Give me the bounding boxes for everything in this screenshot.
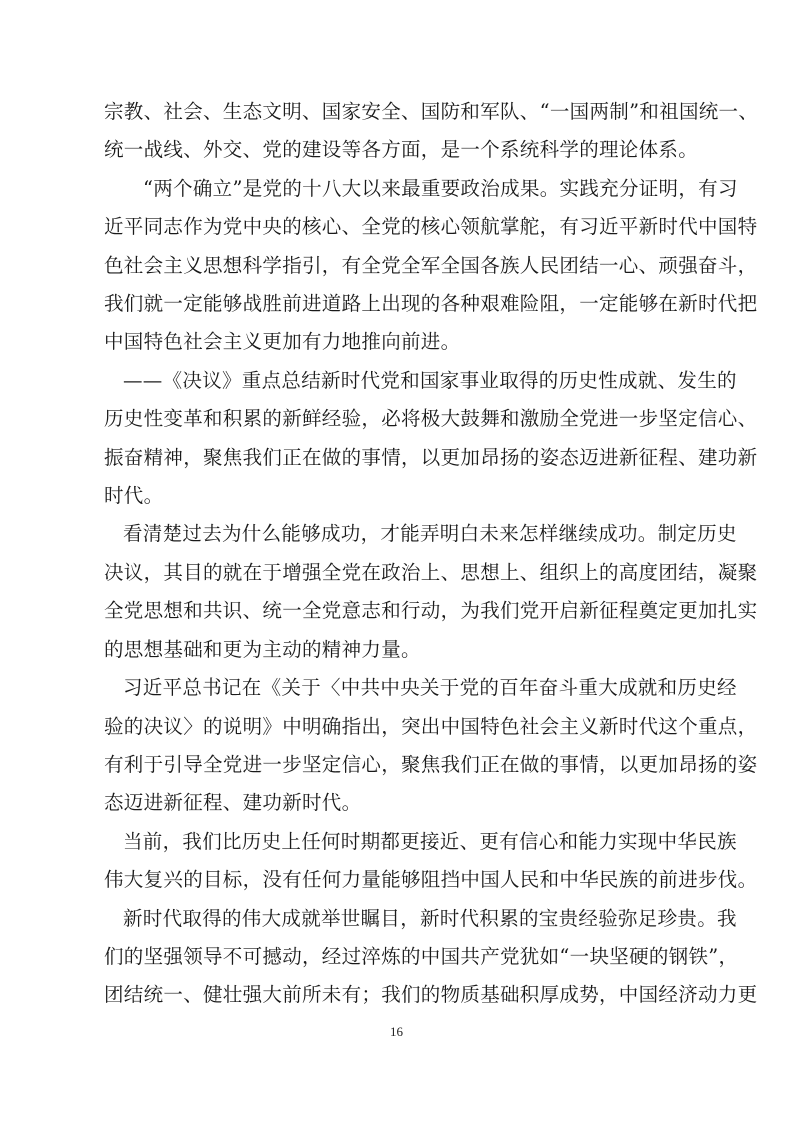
text-line: ——《决议》重点总结新时代党和国家事业取得的历史性成就、发生的 <box>123 368 737 392</box>
text-line: 宗教、社会、生态文明、国家安全、国防和军队、“一国两制”和祖国统一、 <box>104 100 759 123</box>
text-line: 全党思想和共识、统一全党意志和行动，为我们党开启新征程奠定更加扎实 <box>104 599 758 623</box>
paragraph-2 <box>104 170 758 362</box>
paragraph-4 <box>104 515 758 669</box>
text-line: 我们就一定能够战胜前进道路上出现的各种艰难险阻，一定能够在新时代把 <box>104 292 758 316</box>
text-line: 近平同志作为党中央的核心、全党的核心领航掌舵，有习近平新时代中国特 <box>104 215 758 239</box>
text-line: 伟大复兴的目标，没有任何力量能够阻挡中国人民和中华民族的前进步伐。 <box>104 868 758 892</box>
text-line: 看清楚过去为什么能够成功，才能弄明白未来怎样继续成功。制定历史 <box>123 522 737 546</box>
text-line: 当前，我们比历史上任何时期都更接近、更有信心和能力实现中华民族 <box>123 829 737 853</box>
text-line: 中国特色社会主义更加有力地推向前进。 <box>104 330 461 354</box>
paragraph-1 <box>104 93 759 170</box>
text-line: 的思想基础和更为主动的精神力量。 <box>104 637 421 661</box>
text-line: “两个确立”是党的十八大以来最重要政治成果。实践充分证明，有习 <box>143 176 738 200</box>
text-line: 团结统一、健壮强大前所未有；我们的物质基础积厚成势，中国经济动力更 <box>104 983 758 1007</box>
text-line: 时代。 <box>104 484 164 508</box>
paragraph-7 <box>104 900 758 1015</box>
text-line: 习近平总书记在《关于〈中共中央关于党的百年奋斗重大成就和历史经 <box>123 676 737 700</box>
text-line: 振奋精神，聚焦我们正在做的事情，以更加昂扬的姿态迈进新征程、建功新 <box>104 445 758 469</box>
text-line: 新时代取得的伟大成就举世瞩目，新时代积累的宝贵经验弥足珍贵。我 <box>123 906 737 930</box>
paragraph-6 <box>104 823 758 900</box>
body-text <box>104 93 759 1015</box>
text-line: 验的决议〉的说明》中明确指出，突出中国特色社会主义新时代这个重点， <box>104 714 758 738</box>
text-line: 决议，其目的就在于增强全党在政治上、思想上、组织上的高度团结，凝聚 <box>104 560 758 584</box>
paragraph-3 <box>104 362 758 516</box>
text-line: 色社会主义思想科学指引，有全党全军全国各族人民团结一心、顽强奋斗， <box>104 253 758 277</box>
text-line: 们的坚强领导不可撼动，经过淬炼的中国共产党犹如“一块坚硬的钢铁”， <box>104 944 739 968</box>
paragraph-5 <box>104 669 758 823</box>
text-line: 历史性变革和积累的新鲜经验，必将极大鼓舞和激励全党进一步坚定信心、 <box>104 407 758 431</box>
text-line: 统一战线、外交、党的建设等各方面，是一个系统科学的理论体系。 <box>104 138 699 162</box>
text-line: 态迈进新征程、建功新时代。 <box>104 791 362 815</box>
text-line: 有利于引导全党进一步坚定信心，聚焦我们正在做的事情，以更加昂扬的姿 <box>104 752 758 776</box>
page-number: 16 <box>390 1024 403 1039</box>
